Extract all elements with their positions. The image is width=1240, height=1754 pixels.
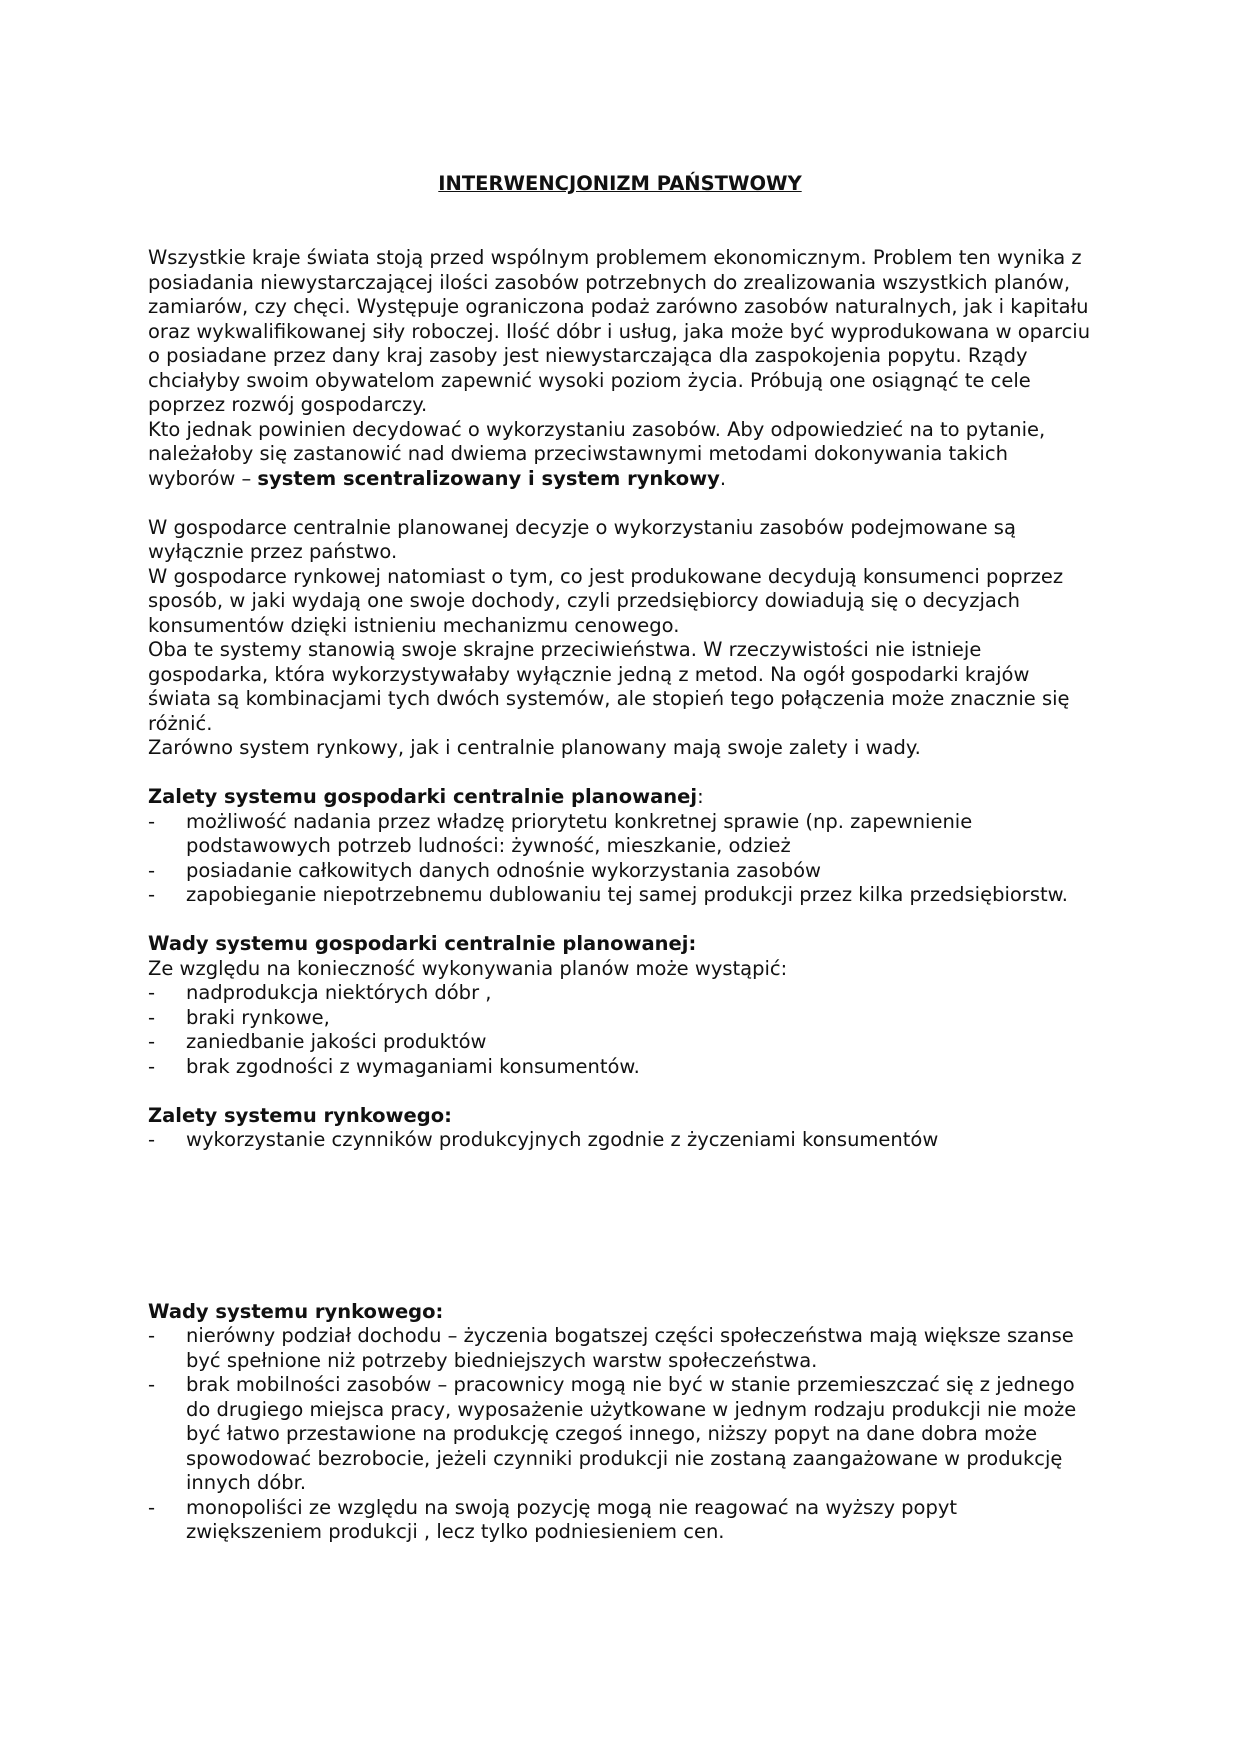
central-cons-heading: Wady systemu gospodarki centralnie planowanej: [148,932,697,955]
intro-paragraph-2 [148,418,1098,492]
list-item [148,883,1098,908]
dash-bullet: - [148,883,156,906]
dash-bullet: - [148,1128,156,1151]
central-cons-intro: Ze względu na konieczność wykonywania planów może wystąpić: [148,956,788,980]
systems-paragraph-2: W gospodarce rynkowej natomiast o tym, co jest produkowane decydują konsumenci poprzez sposób, w jaki wydają one swoje dochody, czyli przedsiębiorcy dowiadują się o decyzjach konsumentów dzięki istnieniu mechanizmu cenowego. [148,564,1064,637]
list-item-text: zaniedbanie jakości produktów [186,1030,487,1053]
document-body [148,246,1098,1545]
document-title: INTERWENCJONIZM PAŃSTWOWY [438,172,802,195]
spacer [148,908,1098,933]
list-item-text: brak mobilności zasobów – pracownicy mogą nie być w stanie przemieszczać się z jednego do drugiego miejsca pracy, wyposażenie użytkowane w jednym rodzaju produkcji nie może być łatwo przestawione na produkcję czegoś innego, niższy popyt na dane dobra może spowodować bezrobocie, jeżeli czynniki produkcji nie zostaną zaangażowane w produkcję innych dóbr. [186,1373,1077,1494]
list-item [148,1128,1098,1153]
central-pros-heading-text: Zalety systemu gospodarki centralnie planowanej [148,785,698,808]
list-item-text: wykorzystanie czynników produkcyjnych zgodnie z życzeniami konsumentów [186,1128,939,1151]
list-item [148,1055,1098,1080]
list-item [148,981,1098,1006]
market-pros-list [148,1128,1098,1153]
market-pros-heading: Zalety systemu rynkowego: [148,1103,452,1127]
list-item [148,1496,1098,1545]
list-item [148,1030,1098,1055]
list-item-text: możliwość nadania przez władzę priorytetu konkretnej sprawie (np. zapewnienie podstawowych potrzeb ludności: żywność, mieszkanie, odzież [186,809,973,857]
list-item-text: monopoliści ze względu na swoją pozycję mogą nie reagować na wyższy popyt zwiększeniem produkcji , lecz tylko podniesieniem cen. [186,1495,958,1543]
intro-paragraph-2-start: Kto jednak powinien decydować o wykorzystaniu zasobów. Aby odpowiedzieć na to pytanie, należałoby się zastanowić nad dwiema przeciwstawnymi metodami dokonywania takich wyborów – [148,417,1046,490]
dash-bullet: - [148,981,156,1004]
central-pros-heading [148,785,1098,810]
spacer [148,1079,1098,1104]
intro-paragraph-1: Wszystkie kraje świata stoją przed wspólnym problemem ekonomicznym. Problem ten wynika z posiadania niewystarczającej ilości zasobów potrzebnych do zrealizowania wszystkich planów, zamiarów, czy chęci. Występuje ograniczona podaż zarówno zasobów naturalnych, jak i kapitału oraz wykwalifikowanej siły roboczej. Ilość dóbr i usług, jaka może być wyprodukowana w oparciu o posiadane przez dany kraj zasoby jest niewystarczająca dla zaspokojenia popytu. Rządy chciałyby swoim obywatelom zapewnić wysoki poziom życia. Próbują one osiągnąć te cele poprzez rozwój gospodarczy. [148,246,1091,416]
list-item [148,1373,1098,1496]
market-cons-heading: Wady systemu rynkowego: [148,1299,444,1323]
central-pros-list [148,810,1098,908]
list-item-text: braki rynkowe, [186,1005,330,1029]
list-item [148,859,1098,884]
list-item-text: nadprodukcja niektórych dóbr , [186,981,492,1004]
list-item-text: zapobieganie niepotrzebnemu dublowaniu tej samej produkcji przez kilka przedsiębiorstw. [186,883,1068,906]
dash-bullet: - [148,1054,156,1078]
dash-bullet: - [148,1495,156,1519]
intro-paragraph-2-end: . [719,466,727,490]
dash-bullet: - [148,1030,156,1053]
list-item-text: posiadanie całkowitych danych odnośnie wykorzystania zasobów [186,858,821,882]
dash-bullet: - [148,1373,156,1396]
dash-bullet: - [148,1005,156,1029]
systems-paragraph-4: Zarówno system rynkowy, jak i centralnie planowany mają swoje zalety i wady. [148,736,921,759]
list-item-text: nierówny podział dochodu – życzenia bogatszej części społeczeństwa mają większe szanse być spełnione niż potrzeby biedniejszych warstw społeczeństwa. [186,1324,1074,1372]
list-item-text: brak zgodności z wymaganiami konsumentów. [186,1054,640,1078]
market-cons-list [148,1324,1098,1545]
list-item [148,810,1098,859]
intro-paragraph-2-bold: system scentralizowany i system rynkowy [257,466,720,490]
systems-paragraph-1: W gospodarce centralnie planowanej decyzje o wykorzystaniu zasobów podejmowane są wyłącznie przez państwo. [148,515,1016,563]
dash-bullet: - [148,1324,156,1347]
list-item [148,1324,1098,1373]
spacer [148,1153,1098,1300]
systems-paragraph-3: Oba te systemy stanowią swoje skrajne przeciwieństwa. W rzeczywistości nie istnieje gospodarka, która wykorzystywałaby wyłącznie jedną z metod. Na ogół gospodarki krajów świata są kombinacjami tych dwóch systemów, ale stopień tego połączenia może znacznie się różnić. [148,638,1070,735]
dash-bullet: - [148,809,156,833]
central-pros-heading-suffix: : [697,785,704,808]
spacer [148,761,1098,786]
dash-bullet: - [148,858,156,882]
central-cons-list [148,981,1098,1079]
list-item [148,1006,1098,1031]
spacer [148,491,1098,516]
